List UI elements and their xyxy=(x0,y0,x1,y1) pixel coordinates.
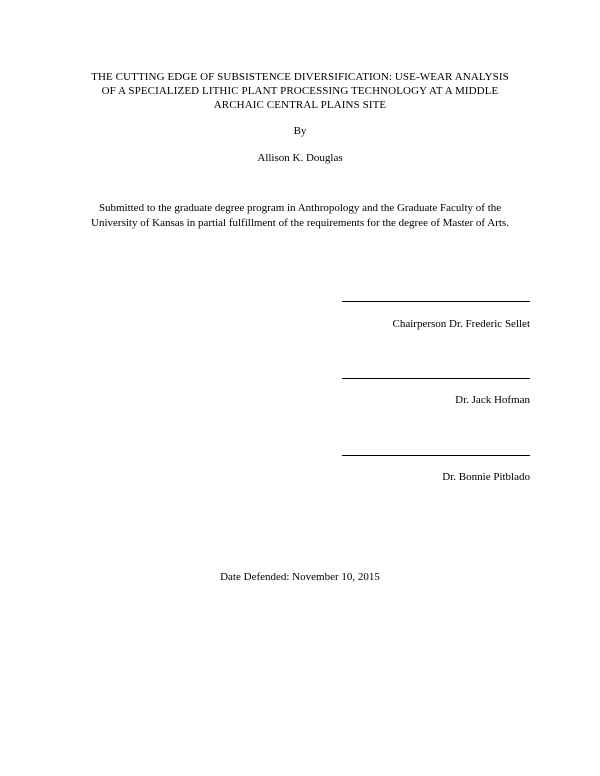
signature-line-member-1 xyxy=(342,378,530,379)
committee-chair: Chairperson Dr. Frederic Sellet xyxy=(392,318,530,330)
committee-member-1: Dr. Jack Hofman xyxy=(455,394,530,406)
by-line: By xyxy=(293,125,307,137)
author-name: Allison K. Douglas xyxy=(257,152,343,164)
submission-line-1: Submitted to the graduate degree program in Anthropology and the Graduate Faculty of the xyxy=(98,202,502,214)
committee-member-2: Dr. Bonnie Pitblado xyxy=(442,471,530,483)
date-defended: Date Defended: November 10, 2015 xyxy=(220,571,380,583)
title-line-1: THE CUTTING EDGE OF SUBSISTENCE DIVERSIFICATION: USE-WEAR ANALYSIS xyxy=(91,71,509,83)
submission-line-2: University of Kansas in partial fulfillment of the requirements for the degree of Master of Arts. xyxy=(91,217,509,229)
thesis-title xyxy=(60,70,540,112)
title-line-3: ARCHAIC CENTRAL PLAINS SITE xyxy=(213,99,387,111)
signature-line-chair xyxy=(342,301,530,302)
title-line-2: OF A SPECIALIZED LITHIC PLANT PROCESSING TECHNOLOGY AT A MIDDLE xyxy=(101,85,499,97)
signature-line-member-2 xyxy=(342,455,530,456)
